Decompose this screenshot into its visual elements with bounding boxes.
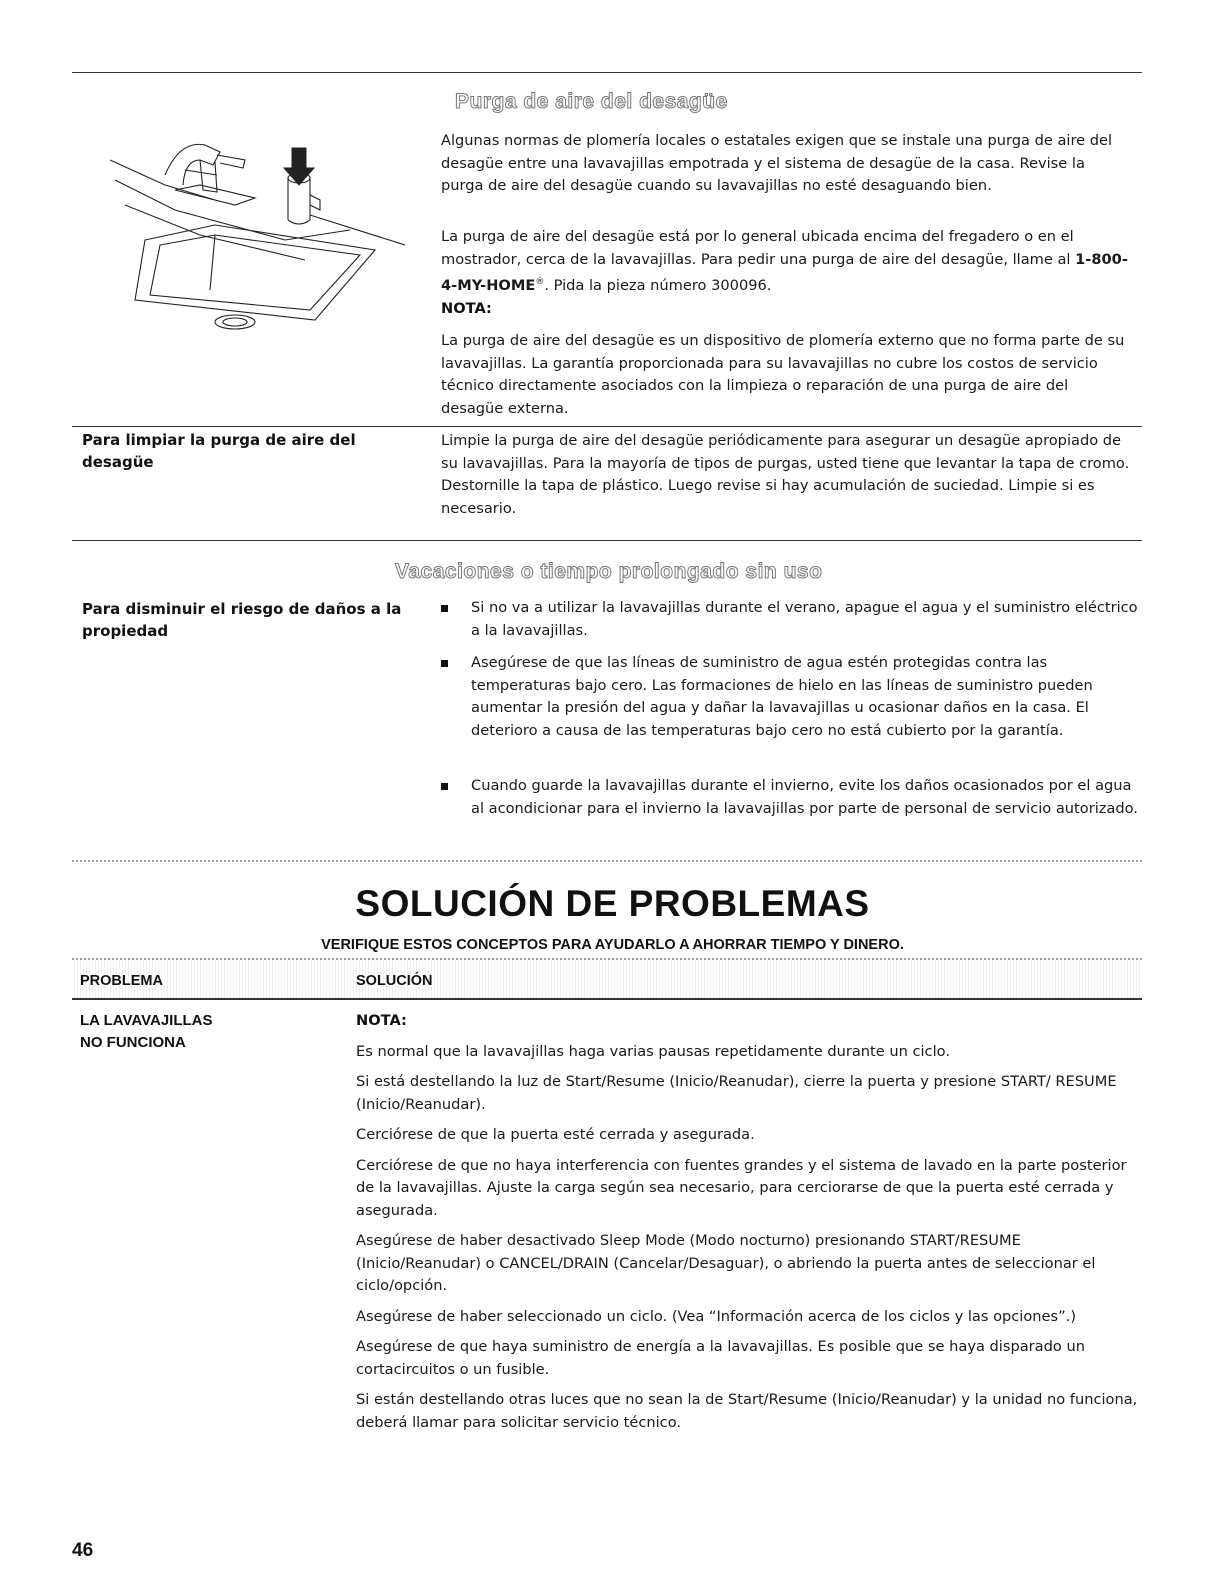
problem-line-2: NO FUNCIONA [80,1034,186,1051]
page-title: SOLUCIÓN DE PROBLEMAS [355,883,870,924]
bullet-text: Asegúrese de que las líneas de suministro de agua estén protegidas contra las temperaturas bajo cero. Las formaciones de hielo en las líneas de suministro pueden aumentar la presión del agua y dañar la lavavajillas u ocasionar daños en la casa. El deterioro a causa de las temperaturas bajo cero no está cubierto por la garantía. [471,654,1093,739]
section-heading-vacaciones: Vacaciones o tiempo prolongado sin uso [395,560,823,583]
bullet-item [441,775,1141,845]
phone-number: 1-800-4-MY-HOME [441,250,1128,294]
section-divider-2 [72,540,1142,541]
solution-cell [356,1010,1141,1442]
problem-line-1: LA LAVAVAJILLAS [80,1012,213,1029]
bullet-icon [441,783,448,790]
vacaciones-label: Para disminuir el riesgo de daños a la propiedad [82,600,402,640]
clean-label: Para limpiar la purga de aire del desagüe [82,431,356,471]
column-header-solution: SOLUCIÓN [356,973,433,989]
solution-item: Asegúrese de haber seleccionado un ciclo. (Vea “Información acerca de los ciclos y las opciones”.) [356,1307,1077,1325]
purga-paragraph-2 [441,226,1131,297]
table-header [72,958,1142,1000]
solution-item: Asegúrese de haber desactivado Sleep Mode (Modo nocturno) presionando START/RESUME (Inicio/Reanudar) o CANCEL/DRAIN (Cancelar/Desaguar), o abriendo la puerta antes de seleccionar el ciclo/opción. [356,1232,1096,1294]
bullet-item [441,652,1141,767]
solution-item: Si están destellando otras luces que no sean la de Start/Resume (Inicio/Reanudar) y la unidad no funciona, deberá llamar para solicitar servicio técnico. [356,1391,1138,1431]
bullet-icon [441,660,448,667]
registered-mark: ® [535,277,545,287]
solution-item: Cerciórese de que la puerta esté cerrada y asegurada. [356,1126,755,1143]
purga-paragraph-3: La purga de aire del desagüe es un dispositivo de plomería externo que no forma parte de su lavavajillas. La garantía proporcionada para su lavavajillas no cubre los costos de servicio técnico directamente asociados con la limpieza o reparación de una purga de aire del desagüe externa. [441,332,1125,417]
page-subtitle: VERIFIQUE ESTOS CONCEPTOS PARA AYUDARLO A AHORRAR TIEMPO Y DINERO. [321,937,904,953]
purga-paragraph-2-text: La purga de aire del desagüe está por lo general ubicada encima del fregadero o en el mostrador, cerca de la lavavajillas. Para pedir una purga de aire del desagüe, llame al [441,228,1076,268]
purga-divider [72,426,1142,427]
nota-label: NOTA: [441,300,492,317]
solution-item: Asegúrese de que haya suministro de energía a la lavavajillas. Es posible que se haya disparado un cortacircuitos o un fusible. [356,1338,1085,1378]
column-header-problem: PROBLEMA [80,973,163,989]
solution-item: Cerciórese de que no haya interferencia con fuentes grandes y el sistema de lavado en la parte posterior de la lavavajillas. Ajuste la carga según sea necesario, para cerciorarse de que la puerta esté cerrada y asegurada. [356,1156,1127,1219]
purga-paragraph-2-end: . Pida la pieza número 300096. [544,276,772,294]
dotted-divider [72,860,1142,862]
problem-cell [80,1010,330,1054]
solution-item: Es normal que la lavavajillas haga varias pausas repetidamente durante un ciclo. [356,1042,950,1060]
air-gap-sink-illustration [105,130,405,345]
solution-item: Si está destellando la luz de Start/Resume (Inicio/Reanudar), cierre la puerta y presione START/ RESUME (Inicio/Reanudar). [356,1073,1117,1113]
page-number: 46 [72,1540,94,1561]
section-heading-purga: Purga de aire del desagüe [455,90,728,113]
bullet-item [441,597,1141,647]
solution-nota-label: NOTA: [356,1012,407,1029]
bullet-text: Si no va a utilizar la lavavajillas durante el verano, apague el agua y el suministro eléctrico a la lavavajillas. [471,599,1138,639]
bullet-icon [441,605,448,612]
clean-text: Limpie la purga de aire del desagüe periódicamente para asegurar un desagüe apropiado de su lavavajillas. Para la mayoría de tipos de purgas, usted tiene que levantar la tapa de cromo. Destornille la tapa de plástico. Luego revise si hay acumulación de suciedad. Limpie si es necesario. [441,432,1130,517]
purga-paragraph-1: Algunas normas de plomería locales o estatales exigen que se instale una purga de aire del desagüe entre una lavavajillas empotrada y el sistema de desagüe de la casa. Revise la purga de aire del desagüe cuando su lavavajillas no esté desaguando bien. [441,132,1113,194]
bullet-text: Cuando guarde la lavavajillas durante el invierno, evite los daños ocasionados por el agua al acondicionar para el invierno la lavavajillas por parte de personal de servicio autorizado. [471,777,1138,817]
top-divider [72,72,1142,73]
